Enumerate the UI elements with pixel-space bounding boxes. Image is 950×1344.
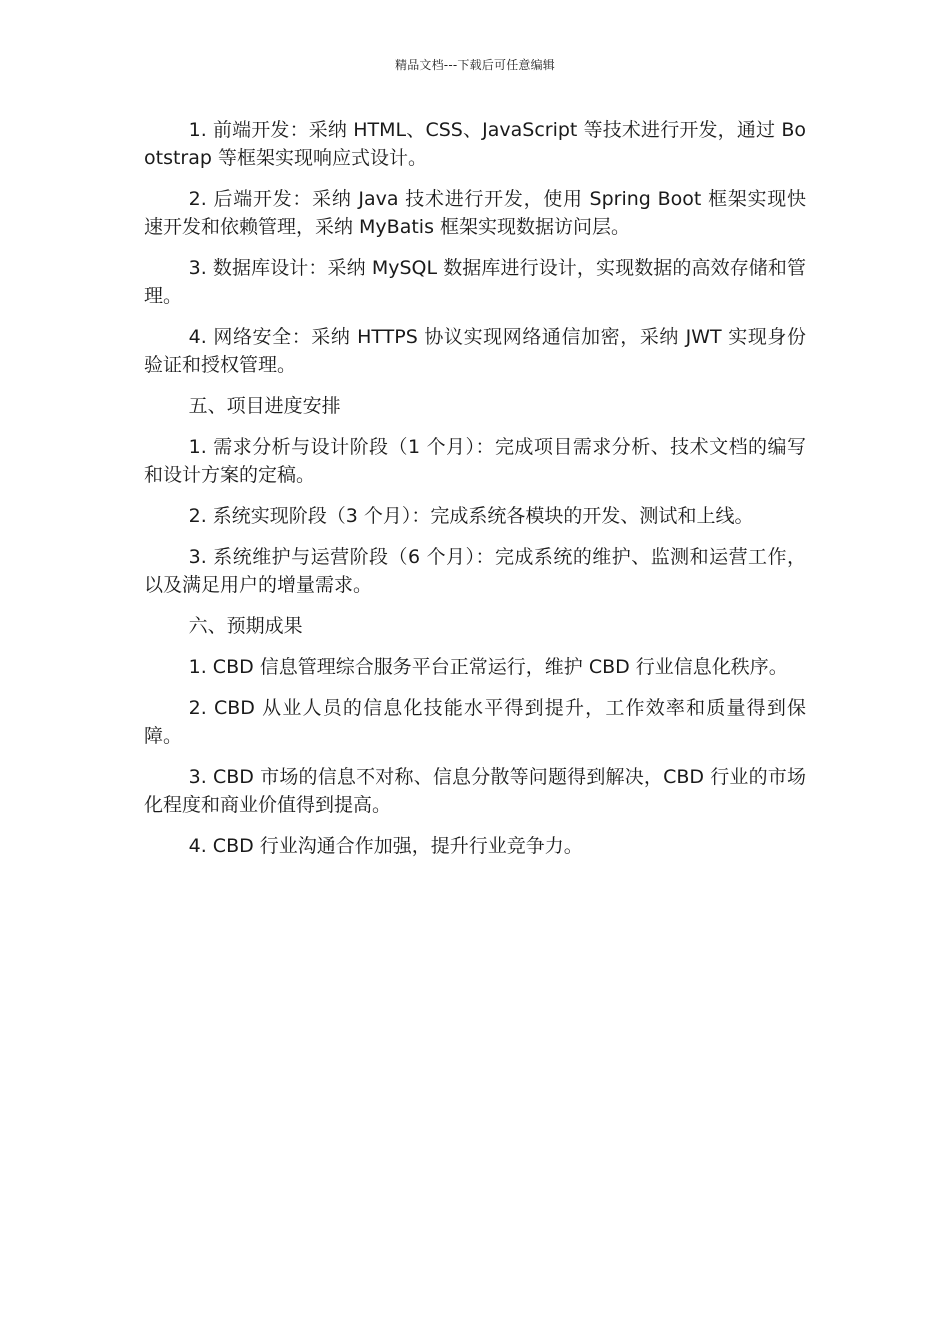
paragraph-frontend: 1. 前端开发：采纳 HTML、CSS、JavaScript 等技术进行开发，通过 Bootstrap 等框架实现响应式设计。: [144, 119, 806, 169]
paragraph-schedule-2: 2. 系统实现阶段（3 个月）：完成系统各模块的开发、测试和上线。: [188, 505, 754, 527]
section-heading-outcomes: 六、预期成果: [188, 615, 303, 637]
document-body: [144, 116, 806, 873]
page-header: 精品文档---下载后可任意编辑: [395, 58, 555, 72]
paragraph-outcome-2: 2. CBD 从业人员的信息化技能水平得到提升，工作效率和质量得到保障。: [144, 697, 806, 747]
paragraph-outcome-1: 1. CBD 信息管理综合服务平台正常运行，维护 CBD 行业信息化秩序。: [188, 656, 788, 678]
paragraph-backend: 2. 后端开发：采纳 Java 技术进行开发，使用 Spring Boot 框架实现快速开发和依赖管理，采纳 MyBatis 框架实现数据访问层。: [144, 188, 806, 238]
section-heading-schedule: 五、项目进度安排: [188, 395, 341, 417]
paragraph-schedule-1: 1. 需求分析与设计阶段（1 个月）：完成项目需求分析、技术文档的编写和设计方案的定稿。: [144, 436, 806, 486]
paragraph-schedule-3: 3. 系统维护与运营阶段（6 个月）：完成系统的维护、监测和运营工作，以及满足用户的增量需求。: [144, 546, 806, 596]
paragraph-database: 3. 数据库设计：采纳 MySQL 数据库进行设计，实现数据的高效存储和管理。: [144, 257, 806, 307]
paragraph-outcome-4: 4. CBD 行业沟通合作加强，提升行业竞争力。: [188, 835, 583, 857]
paragraph-security: 4. 网络安全：采纳 HTTPS 协议实现网络通信加密，采纳 JWT 实现身份验证和授权管理。: [144, 326, 806, 376]
paragraph-outcome-3: 3. CBD 市场的信息不对称、信息分散等问题得到解决，CBD 行业的市场化程度和商业价值得到提高。: [144, 766, 806, 816]
